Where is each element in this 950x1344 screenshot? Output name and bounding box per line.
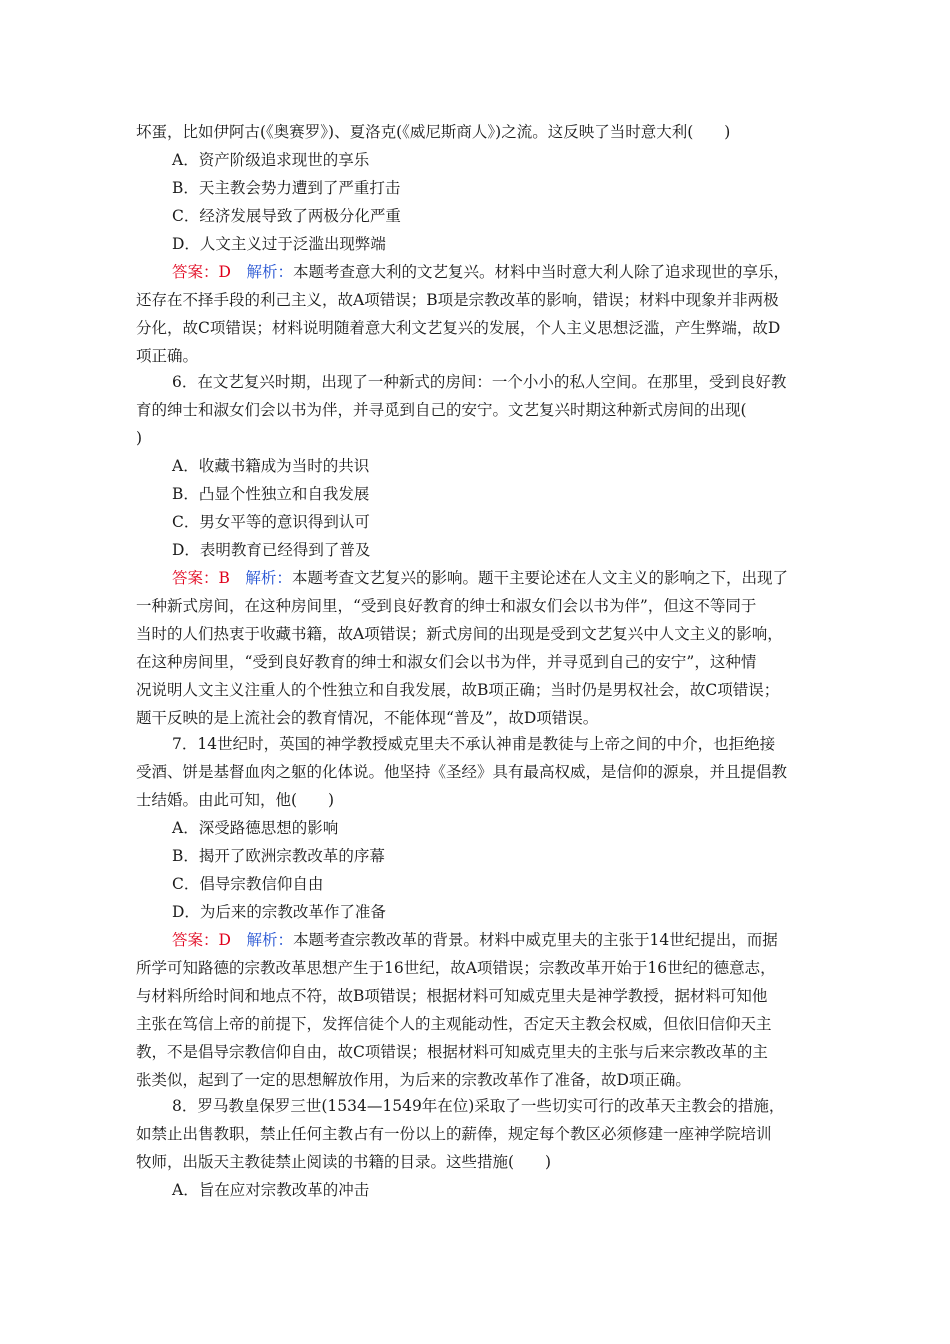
q6-option-a: A．收藏书籍成为当时的共识	[172, 457, 370, 475]
q8-stem: 8．罗马教皇保罗三世(1534—1549年在位)采取了一些切实可行的改革天主教会的措施，	[172, 1097, 785, 1115]
answer-value: D	[218, 931, 231, 949]
q6-stem: )	[136, 429, 143, 447]
q6-answer-line	[172, 568, 852, 590]
q6-option-c: C．男女平等的意识得到认可	[172, 513, 370, 531]
answer-value: B	[218, 569, 230, 587]
analysis-text: 本题考查宗教改革的背景。材料中威克里夫的主张于14世纪提出，而据	[292, 931, 778, 949]
answer-label: 答案：	[172, 931, 219, 949]
q5-option-a: A．资产阶级追求现世的享乐	[172, 151, 370, 169]
q5-analysis-line: 分化，故C项错误；材料说明随着意大利文艺复兴的发展，个人主义思想泛滥，产生弊端，故D	[136, 319, 781, 337]
q6-analysis-line: 况说明人文主义注重人的个性独立和自我发展，故B项正确；当时仍是男权社会，故C项错误；	[136, 681, 780, 699]
q7-answer-line	[172, 930, 852, 952]
q5-analysis-line: 还存在不择手段的利己主义，故A项错误；B项是宗教改革的影响，错误；材料中现象并非两极	[136, 291, 779, 309]
q5-option-d: D．人文主义过于泛滥出现弊端	[172, 235, 386, 253]
q7-analysis-line: 所学可知路德的宗教改革思想产生于16世纪，故A项错误；宗教改革开始于16世纪的德意志，	[136, 959, 776, 977]
q6-analysis-line: 在这种房间里，“受到良好教育的绅士和淑女们会以书为伴，并寻觅到自己的安宁”，这种情	[136, 653, 757, 671]
q5-option-c: C．经济发展导致了两极分化严重	[172, 207, 401, 225]
q7-stem: 士结婚。由此可知，他( )	[136, 791, 335, 809]
q7-analysis-line: 张类似，起到了一定的思想解放作用，为后来的宗教改革作了准备，故D项正确。	[136, 1071, 691, 1089]
q7-analysis-line: 教，不是倡导宗教信仰自由，故C项错误；根据材料可知威克里夫的主张与后来宗教改革的主	[136, 1043, 768, 1061]
q6-analysis-line: 一种新式房间，在这种房间里，“受到良好教育的绅士和淑女们会以书为伴”，但这不等同于	[136, 597, 757, 615]
analysis-text: 本题考查意大利的文艺复兴。材料中当时意大利人除了追求现世的享乐，	[292, 263, 789, 281]
q7-stem: 7．14世纪时，英国的神学教授威克里夫不承认神甫是教徒与上帝之间的中介，也拒绝接	[172, 735, 776, 753]
q7-option-c: C．倡导宗教信仰自由	[172, 875, 324, 893]
q7-option-d: D．为后来的宗教改革作了准备	[172, 903, 386, 921]
q6-analysis-line: 当时的人们热衷于收藏书籍，故A项错误；新式房间的出现是受到文艺复兴中人文主义的影响，	[136, 625, 783, 643]
q6-stem: 6．在文艺复兴时期，出现了一种新式的房间：一个小小的私人空间。在那里，受到良好教	[172, 373, 787, 391]
q6-analysis-line: 题干反映的是上流社会的教育情况，不能体现“普及”，故D项错误。	[136, 709, 599, 727]
q6-option-d: D．表明教育已经得到了普及	[172, 541, 371, 559]
q8-stem: 牧师，出版天主教徒禁止阅读的书籍的目录。这些措施( )	[136, 1153, 552, 1171]
q6-stem: 育的绅士和淑女们会以书为伴，并寻觅到自己的安宁。文艺复兴时期这种新式房间的出现(	[136, 401, 747, 419]
analysis-text: 本题考查文艺复兴的影响。题干主要论述在人文主义的影响之下，出现了	[291, 569, 788, 587]
q5-answer-line	[172, 262, 852, 284]
analysis-label: 解析：	[246, 931, 293, 949]
q7-analysis-line: 与材料所给时间和地点不符，故B项错误；根据材料可知威克里夫是神学教授，据材料可知他	[136, 987, 768, 1005]
answer-value: D	[218, 263, 231, 281]
q8-stem: 如禁止出售教职，禁止任何主教占有一份以上的薪俸，规定每个教区必须修建一座神学院培训	[136, 1125, 772, 1143]
q5-analysis-line: 项正确。	[136, 347, 199, 365]
answer-label: 答案：	[172, 263, 219, 281]
q5-option-b: B．天主教会势力遭到了严重打击	[172, 179, 401, 197]
answer-label: 答案：	[172, 569, 219, 587]
q7-option-a: A．深受路德思想的影响	[172, 819, 339, 837]
analysis-label: 解析：	[245, 569, 292, 587]
q6-option-b: B．凸显个性独立和自我发展	[172, 485, 370, 503]
q7-stem: 受酒、饼是基督血肉之躯的化体说。他坚持《圣经》具有最高权威，是信仰的源泉，并且提倡教	[136, 763, 788, 781]
q7-analysis-line: 主张在笃信上帝的前提下，发挥信徒个人的主观能动性，否定天主教会权威，但依旧信仰天主	[136, 1015, 772, 1033]
q7-option-b: B．揭开了欧洲宗教改革的序幕	[172, 847, 385, 865]
q5-stem: 坏蛋，比如伊阿古(《奥赛罗》)、夏洛克(《威尼斯商人》)之流。这反映了当时意大利( )	[136, 123, 731, 141]
analysis-label: 解析：	[246, 263, 293, 281]
q8-option-a: A．旨在应对宗教改革的冲击	[172, 1181, 370, 1199]
